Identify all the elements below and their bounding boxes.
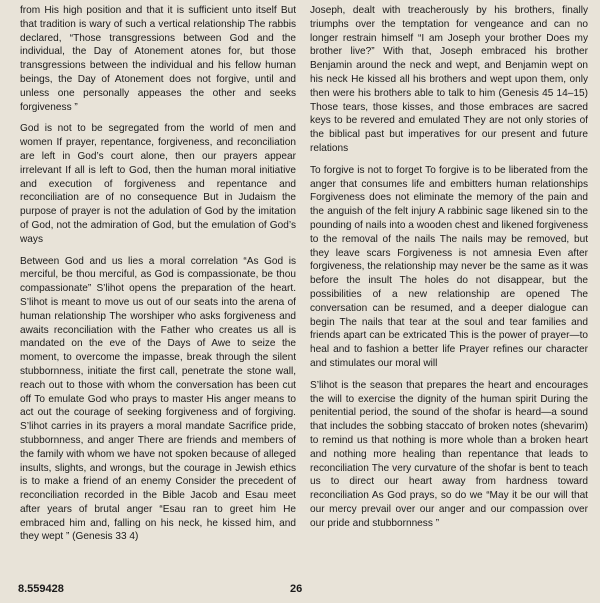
paragraph: from His high position and that it is sufficient unto itself But that tradition is wary of such a vertical relationship The rabbis declared, “Those transgressions between God and the individual, the Day of Atonement atones for, but those transgressions between the individual and his fellow human beings, the Day of Atonement does not forgive, until and unless one personally appeases the other and seeks forgiveness ”: [20, 5, 296, 113]
left-text-column: [20, 4, 296, 544]
paragraph: To forgive is not to forget To forgive is to be liberated from the anger that consumes life and embitters human relationships Forgiveness does not eliminate the memory of the pain and the anguish of the felt injury A rabbinic sage likened sin to the pounding of nails into a wooden chest and likened forgiveness to the removal of the nails The nails may be removed, but they leave scars Forgiveness is not amnesia Even after forgiveness, the relationship may never be the same as it was before the insult The holes do not disappear, but the possibilities of a new relationship are opened The conversation can be resumed, and a deeper dialogue can begin The nails that tear at the soul and tear families and friends apart can be extricated This is the power of prayer—to heal and to fashion a better life Prayer refines our character and stimulates our moral will: [310, 164, 588, 369]
paragraph: Joseph, dealt with treacherously by his brothers, finally triumphs over the temptation for vengeance and can no longer restrain himself “I am Joseph your brother Does my brother live?” With that, Joseph embraced his brother Benjamin around the neck and wept, and Benjamin wept on his neck He kissed all his brothers and wept upon them, only then were his brothers able to talk to him (Genesis 45 14–15) Those tears, those kisses, and those embraces are sacred keys to be revered and emulated They are not only stories of the biblical past but imperatives for our present and future relations: [310, 5, 588, 154]
paragraph: God is not to be segregated from the world of men and women If prayer, repentance, forgiveness, and reconciliation are left in God’s court alone, then our prayers appear irrelevant If all is left to God, then the human moral initiative and execution of forgiveness and repentance and reconciliation are of no consequence But in Judaism the purpose of prayer is not the adulation of God by the imitation of God, not the admiration of God, but the emulation of God’s ways: [20, 123, 296, 245]
catalog-number: 8.559428: [18, 583, 64, 595]
paragraph: S’lihot is the season that prepares the heart and encourages the will to exercise the dignity of the human spirit During the penitential period, the sound of the shofar is heard—a sound that includes the sobbing staccato of broken notes (shevarim) to remind us that nothing is more whole than a broken heart and nothing more healing than repentance that leads to reconciliation The very curvature of the shofar is bent to teach us to direct our heart away from hardness toward reconciliation As God prays, so do we “May it be our will that our mercy prevail over our anger and our compassion over our pride and stubbornness ”: [310, 379, 588, 529]
page-number: 26: [290, 583, 303, 595]
right-text-column: [310, 4, 588, 530]
paragraph: Between God and us lies a moral correlation “As God is merciful, be thou merciful, as God is compassionate, be thou compassionate” S’lihot opens the preparation of the heart. S’lihot is meant to move us out of our seats into the arena of human relationship The worshiper who asks forgiveness and awaits reconciliation with the Father who creates us all is mandated on the eve of the Days of Awe to seize the moment, to overcome the impasse, break through the silent stubbornness, initiate the first call, penetrate the stone wall, reach out to those with whom the conversation has been cut off To emulate God who prays to master His anger means to act out the courage of seeking forgiveness and of forgiving. S’lihot carries in its prayers a moral mandate Sacrifice pride, stubbornness, and anger There are friends and members of the family with whom we have not spoken because of alleged insults, slights, and wrongs, but the courage in Jewish ethics is to make a friend of an enemy Consider the precedent of reconciliation recorded in the Bible Jacob and Esau meet after years of brutal anger “Esau ran to greet him He embraced him and, falling on his neck, he kissed him, and they wept ” (Genesis 33 4): [20, 255, 296, 543]
